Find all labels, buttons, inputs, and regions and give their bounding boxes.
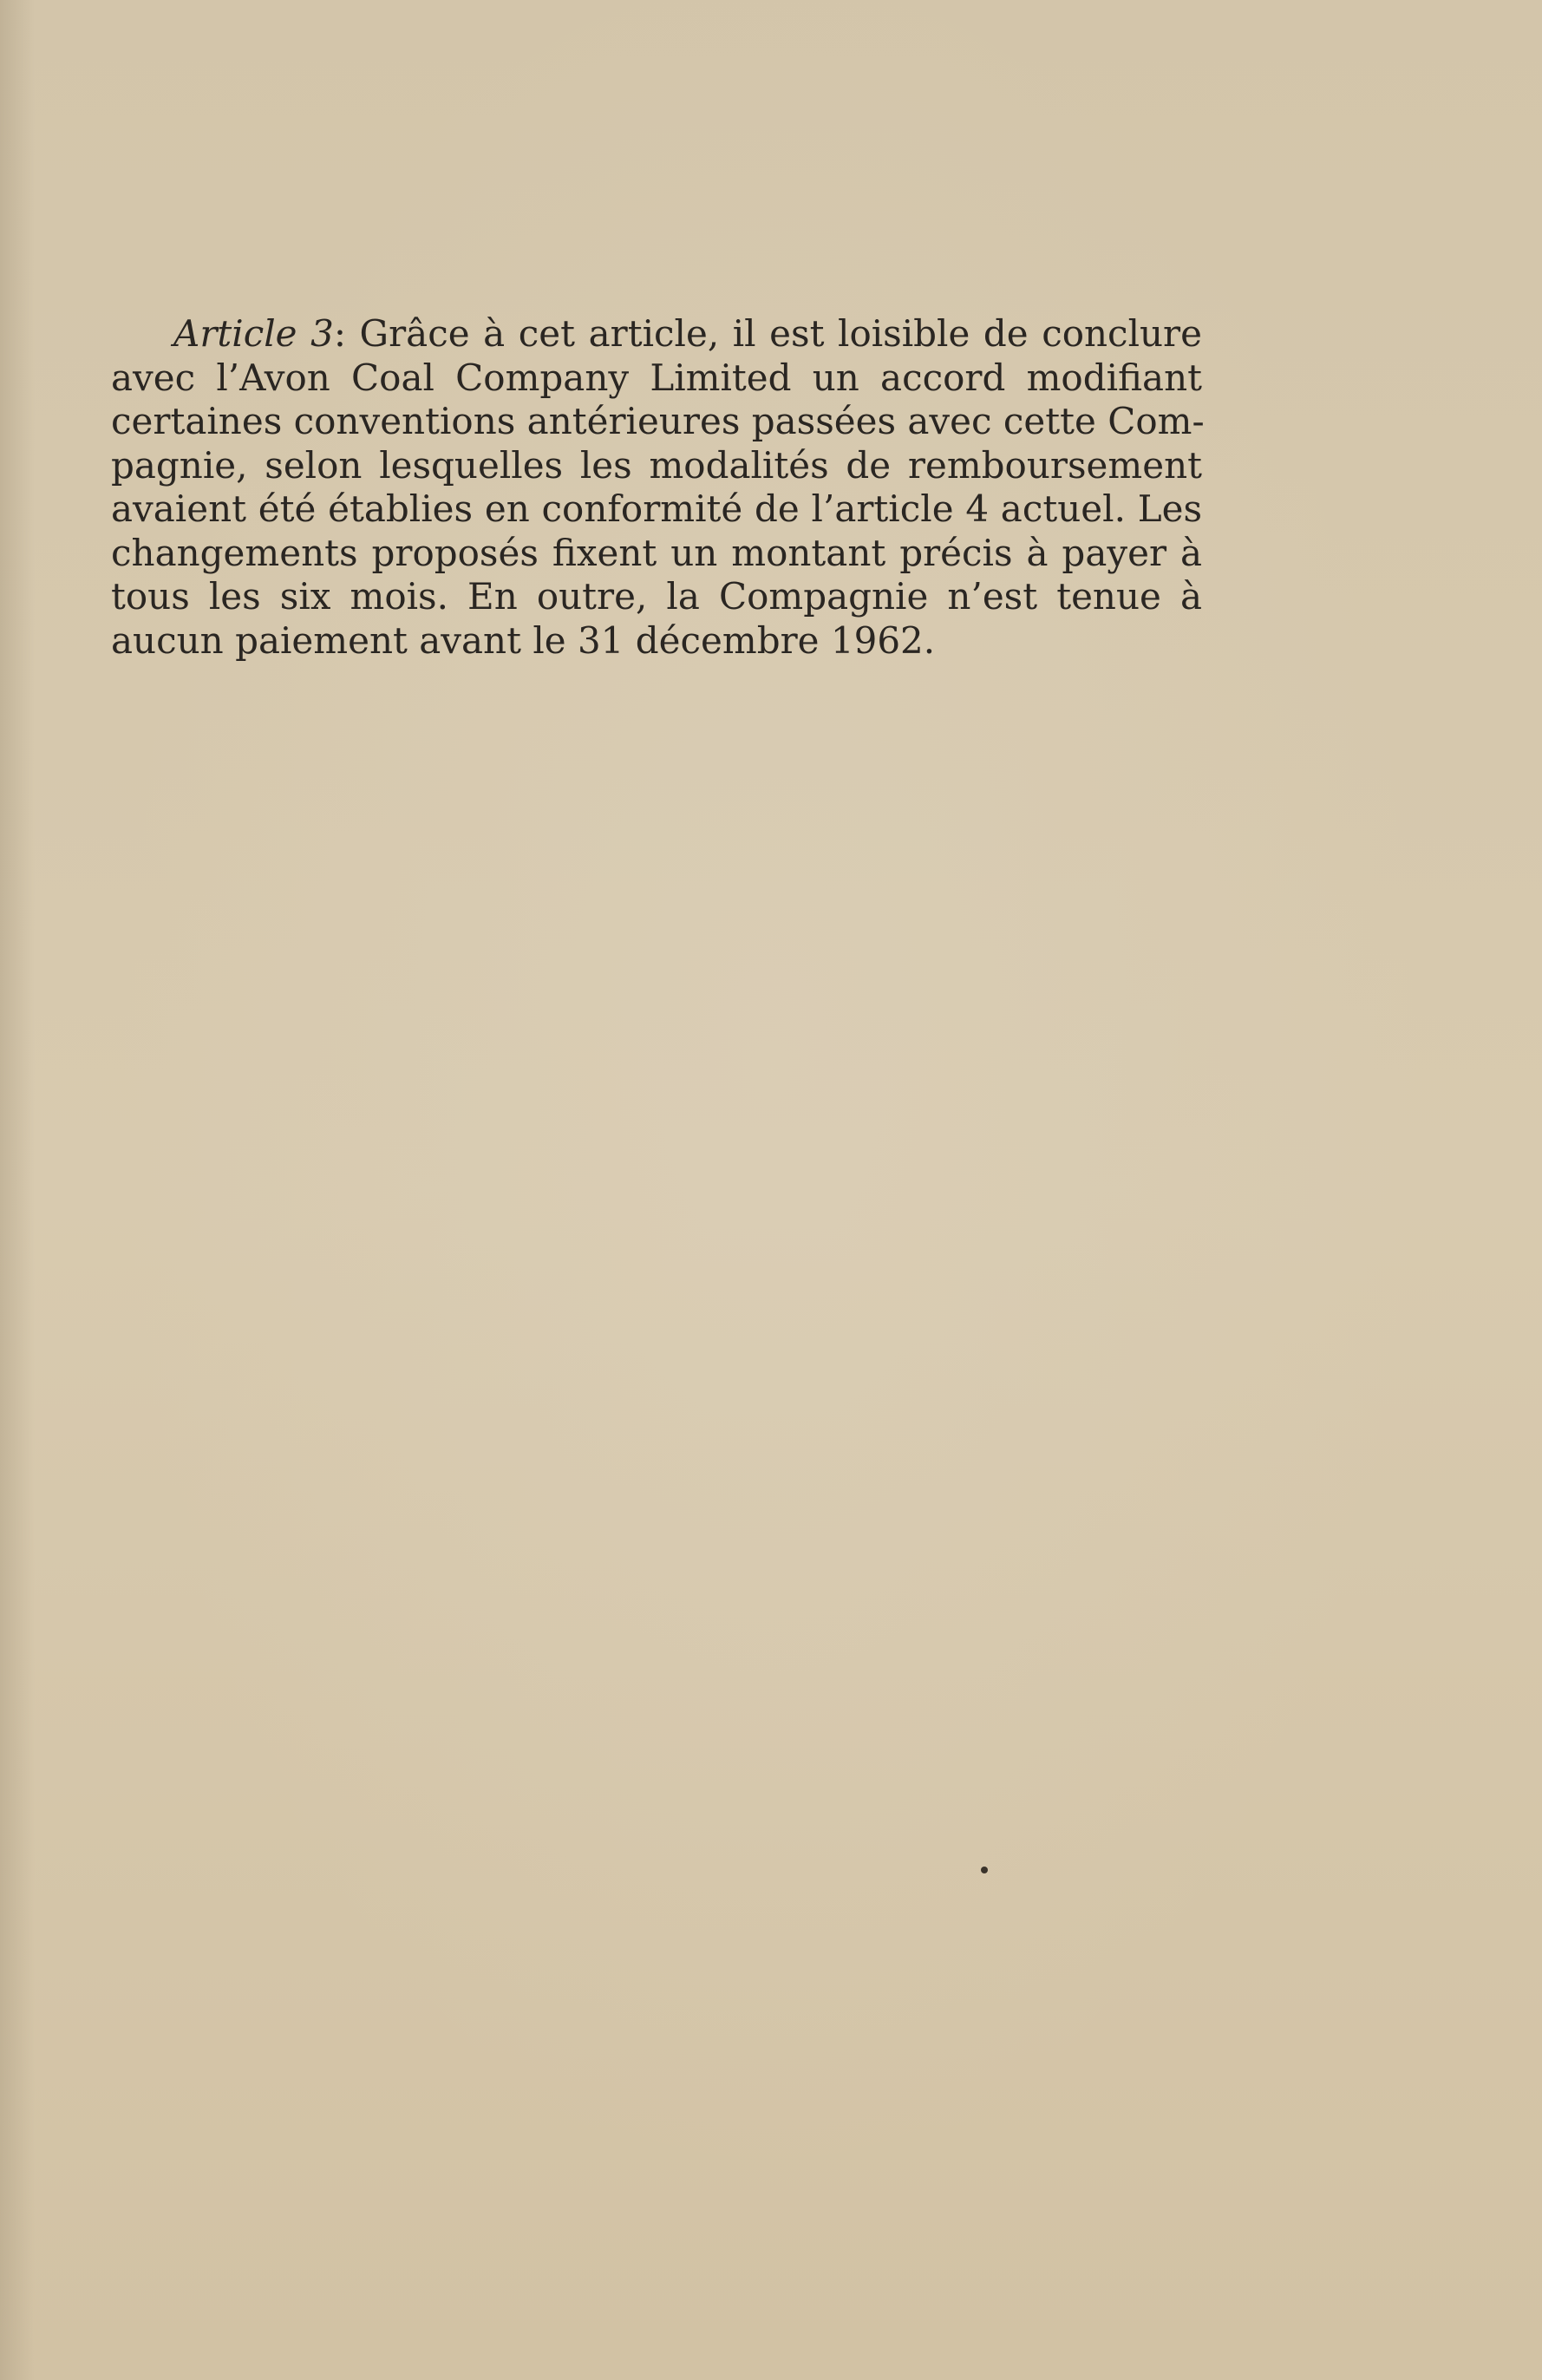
article-paragraph [111,312,1205,663]
paper-speck [981,1867,988,1873]
page-edge-shadow [0,0,35,2380]
paragraph-line-3: certaines conventions antérieures passées avec cette Com- [111,400,1205,442]
paragraph-line-2: avec l’Avon Coal Company Limited un accord modifiant [111,356,1202,399]
paragraph-line-7: tous les six mois. En outre, la Compagnie n’est tenue à [111,575,1202,618]
paragraph-line-4: pagnie, selon lesquelles les modalités de remboursement [111,443,1202,487]
paragraph-line-5: avaient été établies en conformité de l’article 4 actuel. Les [111,487,1202,530]
line-1-text: : Grâce à cet article, il est loisible de conclure [333,312,1202,355]
paragraph-line-6: changements proposés fixent un montant précis à payer à [111,531,1202,574]
paragraph-line-1 [111,312,1202,356]
paragraph-line-8: aucun paiement avant le 31 décembre 1962. [111,618,936,662]
article-label: Article 3 [173,312,334,355]
